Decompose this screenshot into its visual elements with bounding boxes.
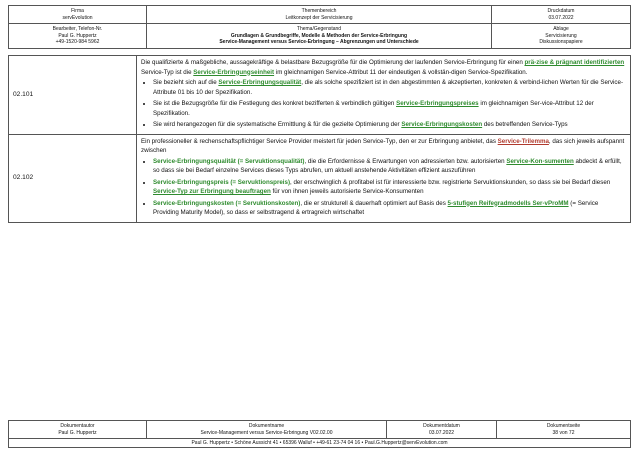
dokumentname-value: Service-Management versus Service-Erbringung V02.02.00 — [200, 429, 333, 436]
link-service-erbringungskosten[interactable]: Service-Erbringungskosten — [401, 121, 483, 128]
dokumentname-cell — [147, 421, 387, 439]
row-number: 02.102 — [9, 134, 137, 222]
row-intro — [141, 58, 625, 77]
list-item — [153, 120, 625, 130]
dokumentseite-label: Dokumentseite — [546, 423, 581, 430]
intro-text: , das sich jeweils aufspannt zwischen — [141, 137, 625, 154]
firma-value: servEvolution — [62, 14, 93, 21]
autor-label: Dokumentautor — [60, 423, 95, 430]
link-servpromm[interactable]: 5-stufigen Reifegradmodells Ser-vProMM — [447, 199, 569, 207]
druckdatum-value: 03.07.2022 — [548, 14, 574, 21]
intro-text: Ein professioneller & rechenschaftspflichtiger Service Provider meistert für jeden Service-Typ, den er zur Erbringung anbietet, das — [141, 137, 498, 145]
bearbeiter-cell — [9, 24, 147, 49]
list-item — [153, 157, 625, 176]
themenbereich-value: Leitkonzept der Servicisierung — [285, 14, 353, 21]
list-item — [153, 199, 625, 218]
footer-table — [8, 420, 631, 448]
content-table — [8, 55, 631, 223]
link-praezise[interactable]: prä-zise & prägnant identifizierten — [524, 59, 625, 66]
thema-line-1: Grundlagen & Grundbegriffe, Modelle & Methoden der Service-Erbringung — [230, 32, 408, 39]
row-text — [137, 134, 631, 222]
dokumentseite-value: 38 von 72 — [552, 429, 575, 436]
ablage-line-1: Servicisierung — [545, 32, 577, 39]
bearbeiter-name: Paul G. Huppertz — [58, 32, 97, 39]
bullet-text: für von ihnen jeweils autorisierte Service-Konsumenten — [270, 188, 424, 195]
link-service-typ-beauftragen[interactable]: Service-Typ zur Erbringung beauftragen — [153, 188, 271, 195]
bullet-text: , der erschwinglich & profitabel ist für interessierte bzw. registrierte Servuktionskunden, so dass sie bei Bedarf diesen — [290, 178, 611, 186]
row-intro — [141, 137, 625, 156]
thema-label: Thema/Gegenstand — [296, 26, 342, 33]
ablage-cell — [492, 24, 631, 49]
bullet-text: Sie bezieht sich auf die — [153, 79, 219, 86]
firma-cell — [9, 6, 147, 24]
link-service-erbringungseinheit[interactable]: Service-Erbringungseinheit — [193, 68, 275, 76]
bullet-text: , die die Erfordernisse & Erwartungen von adressierten bzw. autorisierten — [304, 157, 507, 165]
druckdatum-cell — [492, 6, 631, 24]
intro-text: Service-Typ ist die — [141, 68, 194, 76]
list-item — [153, 178, 625, 197]
term-qualitaet: Service-Erbringungsqualität (= Servuktionsqualität) — [153, 157, 305, 165]
bullet-list — [141, 78, 625, 130]
intro-text: Die qualifizierte & maßgebliche, aussagekräftige & belastbare Bezugsgröße für die Optimierung der laufenden Service-Erbringung für einen — [141, 59, 525, 66]
dokumentname-label: Dokumentname — [248, 423, 285, 430]
dokumentdatum-value: 03.07.2022 — [428, 429, 455, 436]
link-service-erbringungspreis[interactable]: Service-Erbringungspreises — [396, 100, 479, 107]
list-item — [153, 99, 625, 118]
bullet-list — [141, 157, 625, 218]
bullet-text: (= Service Providing Maturity Model), so dass er selbsttragend & ertragreich wirtschaftet — [153, 199, 599, 216]
firma-label: Firma — [71, 8, 84, 15]
link-service-erbringungsqualitaet[interactable]: Service-Erbringungsqualität — [218, 79, 302, 86]
dokumentdatum-label: Dokumentdatum — [423, 423, 460, 430]
dokumentdatum-cell — [387, 421, 497, 439]
table-row — [9, 56, 631, 135]
themenbereich-cell — [147, 6, 492, 24]
row-number: 02.101 — [9, 56, 137, 135]
autor-cell — [9, 421, 147, 439]
autor-value: Paul G. Huppertz — [58, 429, 97, 436]
bullet-text: Sie ist die Bezugsgröße für die Festlegung des konkret bezifferten & verbindlich gültigen — [153, 100, 397, 107]
link-service-trilemma[interactable]: Service-Trilemma — [497, 137, 549, 145]
header-table — [8, 5, 631, 49]
row-text — [137, 56, 631, 135]
bullet-text: Sie wird herangezogen für die systematische Ermittlung & für die gezielte Optimierung der — [153, 121, 402, 128]
ablage-label: Ablage — [553, 26, 569, 33]
thema-cell — [147, 24, 492, 49]
list-item — [153, 78, 625, 97]
table-row — [9, 134, 631, 222]
link-service-konsumenten[interactable]: Service-Kon-sumenten — [506, 157, 574, 165]
bullet-text: , die er strukturell & dauerhaft optimiert auf Basis des — [300, 199, 448, 207]
themenbereich-label: Themenbereich — [301, 8, 337, 15]
bullet-text: des betreffenden Service-Typs — [482, 121, 568, 128]
bearbeiter-label: Bearbeiter, Telefon-Nr. — [52, 26, 103, 33]
druckdatum-label: Druckdatum — [547, 8, 575, 15]
ablage-line-2: Diskussionspapiere — [539, 39, 583, 46]
term-preis: Service-Erbringungspreis (= Servuktionspreis) — [153, 178, 291, 186]
bearbeiter-phone: +49-1520-984 5962 — [55, 39, 100, 46]
bullet-text: im gleichnamigen Ser-vice-Attribut 12 der Spezifikation. — [153, 100, 594, 117]
dokumentseite-cell — [497, 421, 631, 439]
bullet-text: , die als solche spezifiziert ist in den abgestimmten & akzeptierten, konkreten & verbind-lichen Werten für die Service-Attribute 01 bis 10 der Spezifikation. — [153, 79, 624, 96]
thema-line-2: Service-Management versus Service-Erbringung – Abgrenzungen und Unterschiede — [219, 39, 419, 46]
intro-text: im gleichnamigen Service-Attribut 11 der eindeutigen & vollstän-digen Service-Spezifikation. — [274, 68, 528, 76]
bullet-text: abdeckt & erfüllt, so dass sie bei Bedarf einzelne Services dieses Typs abrufen, um aktuell anstehende Aktivitäten effizient auszuführen — [153, 157, 622, 174]
footer-address: Paul G. Huppertz • Schöne Aussicht 41 • 65396 Walluf • +49-61 23-74 04 16 • Paul.G.Huppertz@servEvolution.com — [9, 439, 631, 448]
term-kosten: Service-Erbringungskosten (= Servuktionskosten) — [153, 199, 301, 207]
